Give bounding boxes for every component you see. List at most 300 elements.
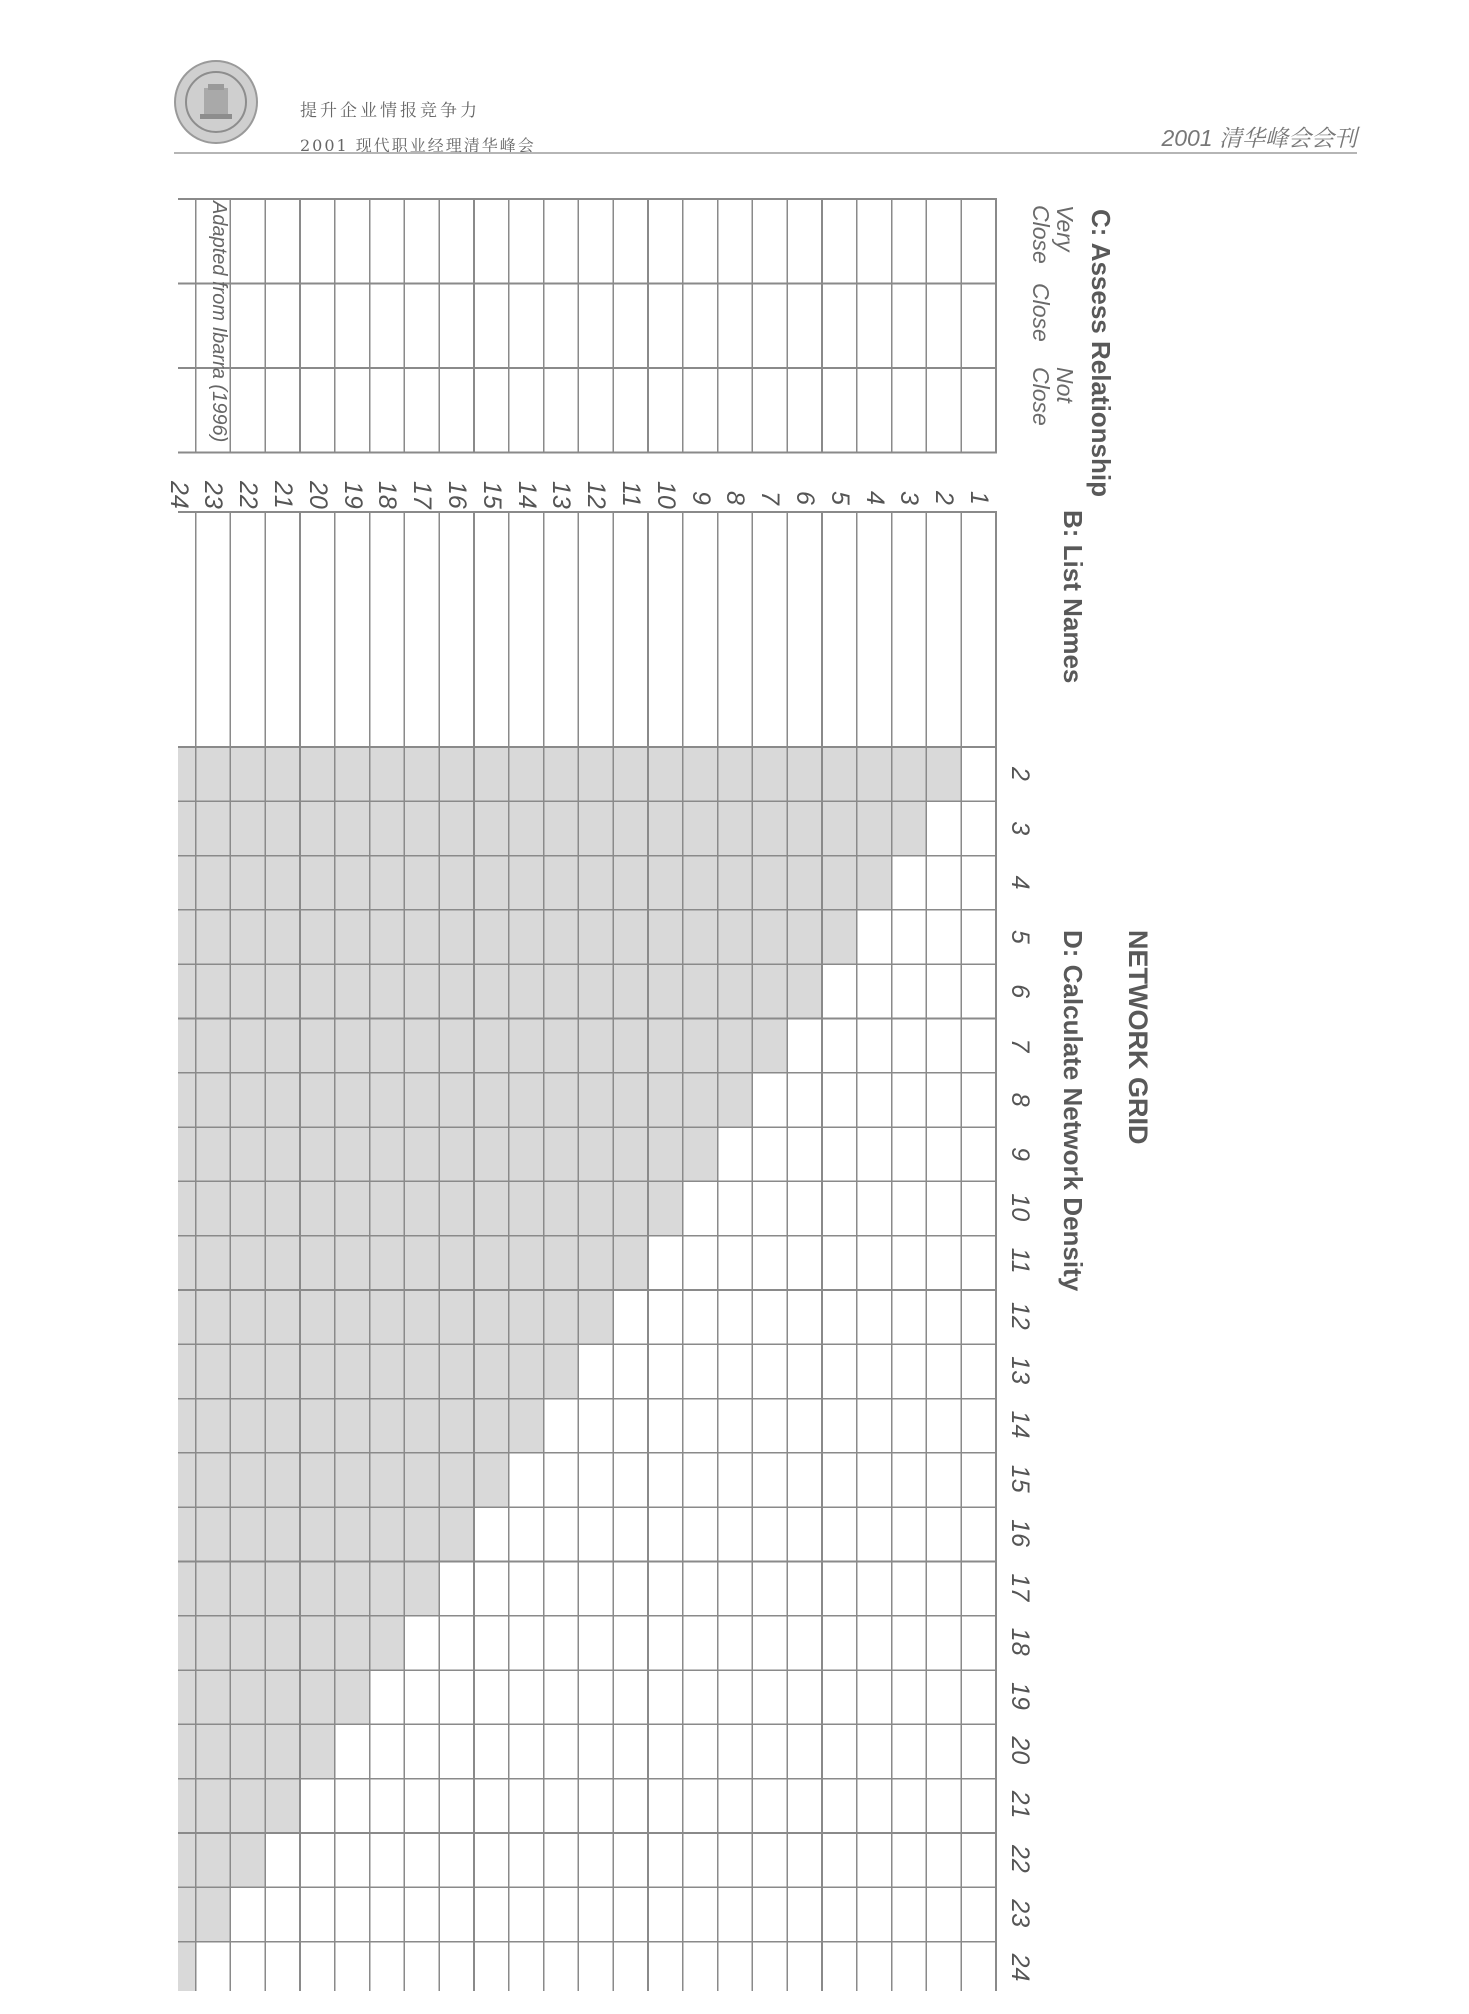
density-cell-shaded <box>230 1290 265 1344</box>
density-cell-shaded <box>196 1670 231 1724</box>
density-cell-shaded <box>178 1181 196 1235</box>
density-cell-shaded <box>300 801 335 855</box>
density-cell <box>578 1453 613 1507</box>
relationship-cell <box>752 368 787 453</box>
density-cell <box>961 1616 996 1670</box>
density-cell-shaded <box>300 1562 335 1616</box>
header-line-1: 提升企业情报竞争力 <box>300 101 480 121</box>
density-cell-shaded <box>335 1236 370 1290</box>
density-cell-shaded <box>265 1127 300 1181</box>
row-number: 6 <box>791 491 819 505</box>
density-cell-shaded <box>509 1019 544 1073</box>
density-cell-shaded <box>335 1507 370 1561</box>
density-cell <box>683 1290 718 1344</box>
row-number: 13 <box>547 481 576 509</box>
relationship-cell <box>178 199 196 284</box>
density-cell <box>961 1507 996 1561</box>
density-cell <box>961 1453 996 1507</box>
density-cell-shaded <box>509 1399 544 1453</box>
density-cell-shaded <box>230 747 265 801</box>
density-cell <box>926 1453 961 1507</box>
relationship-cell <box>718 284 753 369</box>
density-cell-shaded <box>578 856 613 910</box>
density-cell <box>926 1942 961 1991</box>
column-number: 18 <box>1006 1627 1034 1656</box>
density-cell <box>578 1779 613 1833</box>
density-cell-shaded <box>370 1344 405 1398</box>
column-number: 12 <box>1006 1302 1034 1330</box>
density-cell <box>892 1181 927 1235</box>
density-cell <box>648 1942 683 1991</box>
relationship-cell <box>335 368 370 453</box>
density-cell-shaded <box>404 1236 439 1290</box>
density-cell-shaded <box>613 1181 648 1235</box>
density-cell <box>509 1616 544 1670</box>
network-grid-page <box>164 195 1153 1991</box>
density-cell <box>474 1507 509 1561</box>
density-cell-shaded <box>230 964 265 1018</box>
density-cell-shaded <box>265 1616 300 1670</box>
row-number: 5 <box>825 491 854 505</box>
density-cell-shaded <box>300 1616 335 1670</box>
density-cell-shaded <box>787 856 822 910</box>
density-cell <box>718 1344 753 1398</box>
density-cell-shaded <box>578 1181 613 1235</box>
density-cell <box>961 1181 996 1235</box>
density-cell <box>404 1670 439 1724</box>
column-number: 23 <box>1006 1899 1034 1928</box>
column-number: 4 <box>1006 875 1034 890</box>
density-cell <box>926 1290 961 1344</box>
density-cell <box>892 1236 927 1290</box>
density-cell <box>509 1670 544 1724</box>
density-cell-shaded <box>404 1181 439 1235</box>
density-cell <box>544 1399 579 1453</box>
density-cell-shaded <box>370 1181 405 1235</box>
density-cell <box>892 1344 927 1398</box>
density-cell <box>787 1236 822 1290</box>
density-cell <box>822 1616 857 1670</box>
density-cell-shaded <box>578 1290 613 1344</box>
relationship-cell <box>718 199 753 284</box>
density-cell-shaded <box>230 910 265 964</box>
relationship-cell <box>683 199 718 284</box>
density-cell <box>892 1942 927 1991</box>
density-cell <box>718 1181 753 1235</box>
density-cell <box>961 856 996 910</box>
density-cell-shaded <box>300 1507 335 1561</box>
density-cell <box>265 1833 300 1887</box>
density-cell <box>683 1236 718 1290</box>
density-cell <box>787 1399 822 1453</box>
density-cell-shaded <box>404 801 439 855</box>
density-cell <box>683 1399 718 1453</box>
density-cell-shaded <box>370 801 405 855</box>
density-cell-shaded <box>404 1399 439 1453</box>
density-cell <box>544 1942 579 1991</box>
density-cell-shaded <box>300 1127 335 1181</box>
density-cell <box>613 1833 648 1887</box>
column-number: 10 <box>1006 1193 1034 1222</box>
density-cell-shaded <box>335 1453 370 1507</box>
row-number: 17 <box>408 481 437 509</box>
name-cell <box>509 512 544 747</box>
density-cell-shaded <box>509 1290 544 1344</box>
density-cell-shaded <box>404 1453 439 1507</box>
column-number: 2 <box>1006 767 1034 781</box>
density-cell <box>683 1942 718 1991</box>
density-cell-shaded <box>335 1073 370 1127</box>
density-cell <box>544 1507 579 1561</box>
density-cell <box>822 1073 857 1127</box>
density-cell <box>961 1779 996 1833</box>
density-cell-shaded <box>578 964 613 1018</box>
density-cell-shaded <box>265 1073 300 1127</box>
relationship-cell <box>648 199 683 284</box>
density-cell-shaded <box>370 1236 405 1290</box>
density-cell <box>439 1779 474 1833</box>
density-cell-shaded <box>926 747 961 801</box>
density-cell <box>718 1127 753 1181</box>
density-cell-shaded <box>178 1073 196 1127</box>
density-cell-shaded <box>648 856 683 910</box>
density-cell-shaded <box>178 856 196 910</box>
density-cell <box>683 1181 718 1235</box>
row-number: 19 <box>338 481 367 509</box>
relationship-cell <box>439 199 474 284</box>
density-cell <box>961 747 996 801</box>
name-cell <box>370 512 405 747</box>
density-cell-shaded <box>178 910 196 964</box>
density-cell <box>578 1507 613 1561</box>
density-cell <box>892 1019 927 1073</box>
density-cell-shaded <box>439 747 474 801</box>
density-cell-shaded <box>335 964 370 1018</box>
label-close: Close <box>1028 283 1054 342</box>
label-not: Not <box>1052 367 1078 403</box>
density-cell-shaded <box>857 856 892 910</box>
density-cell <box>544 1670 579 1724</box>
density-cell <box>335 1833 370 1887</box>
density-cell <box>961 1942 996 1991</box>
density-cell-shaded <box>648 964 683 1018</box>
relationship-cell <box>857 199 892 284</box>
density-cell-shaded <box>613 910 648 964</box>
density-cell <box>926 1019 961 1073</box>
relationship-cell <box>822 284 857 369</box>
density-cell-shaded <box>404 910 439 964</box>
density-cell <box>822 1236 857 1290</box>
density-cell-shaded <box>370 1616 405 1670</box>
density-cell <box>787 1724 822 1778</box>
name-cell <box>752 512 787 747</box>
name-cell <box>787 512 822 747</box>
relationship-cell <box>857 284 892 369</box>
density-cell <box>718 1942 753 1991</box>
density-cell-shaded <box>752 964 787 1018</box>
row-number: 21 <box>269 481 297 509</box>
name-cell <box>178 512 196 747</box>
density-cell-shaded <box>648 1127 683 1181</box>
relationship-cell <box>439 368 474 453</box>
name-cell <box>926 512 961 747</box>
column-number: 5 <box>1006 929 1034 944</box>
density-cell <box>752 1779 787 1833</box>
density-cell <box>926 1236 961 1290</box>
density-cell-shaded <box>474 1181 509 1235</box>
density-cell <box>648 1616 683 1670</box>
density-cell-shaded <box>178 1724 196 1778</box>
density-cell <box>892 1507 927 1561</box>
density-cell <box>787 1507 822 1561</box>
density-cell-shaded <box>544 747 579 801</box>
density-cell <box>404 1887 439 1941</box>
density-cell <box>683 1507 718 1561</box>
density-cell <box>439 1724 474 1778</box>
density-cell <box>509 1887 544 1941</box>
density-cell <box>578 1562 613 1616</box>
density-cell-shaded <box>752 910 787 964</box>
relationship-cell <box>404 284 439 369</box>
density-cell-shaded <box>370 1399 405 1453</box>
name-cell <box>474 512 509 747</box>
density-cell-shaded <box>474 801 509 855</box>
density-cell-shaded <box>230 1236 265 1290</box>
density-cell-shaded <box>544 1236 579 1290</box>
density-cell-shaded <box>196 1399 231 1453</box>
density-cell-shaded <box>370 1562 405 1616</box>
density-cell <box>787 1019 822 1073</box>
density-cell <box>787 1344 822 1398</box>
column-number: 11 <box>1006 1247 1034 1274</box>
density-cell <box>335 1779 370 1833</box>
relationship-cell <box>544 199 579 284</box>
density-cell-shaded <box>509 856 544 910</box>
density-cell <box>752 1670 787 1724</box>
density-cell-shaded <box>439 856 474 910</box>
density-cell-shaded <box>578 1236 613 1290</box>
density-cell-shaded <box>335 1127 370 1181</box>
density-cell <box>648 1344 683 1398</box>
density-cell-shaded <box>370 1290 405 1344</box>
density-cell-shaded <box>265 1399 300 1453</box>
column-number: 17 <box>1006 1573 1034 1602</box>
density-cell <box>370 1779 405 1833</box>
density-cell-shaded <box>613 1236 648 1290</box>
density-cell <box>822 1290 857 1344</box>
density-cell-shaded <box>439 1236 474 1290</box>
density-cell-shaded <box>822 856 857 910</box>
density-cell-shaded <box>578 1019 613 1073</box>
density-cell <box>892 1724 927 1778</box>
density-cell-shaded <box>474 747 509 801</box>
density-cell <box>718 1670 753 1724</box>
name-cell <box>300 512 335 747</box>
density-cell <box>787 1453 822 1507</box>
density-cell-shaded <box>230 1453 265 1507</box>
density-cell <box>787 1127 822 1181</box>
row-number: 22 <box>234 481 263 509</box>
density-cell <box>439 1833 474 1887</box>
header-rule <box>174 152 1357 154</box>
density-cell-shaded <box>265 910 300 964</box>
density-cell <box>961 964 996 1018</box>
density-cell <box>718 1507 753 1561</box>
density-cell-shaded <box>300 1073 335 1127</box>
relationship-cell <box>370 368 405 453</box>
density-cell-shaded <box>265 1181 300 1235</box>
emblem-icon <box>176 62 256 142</box>
density-cell-shaded <box>509 910 544 964</box>
density-cell <box>335 1724 370 1778</box>
density-cell <box>474 1616 509 1670</box>
density-cell <box>683 1779 718 1833</box>
density-cell <box>578 1887 613 1941</box>
density-cell <box>300 1779 335 1833</box>
density-cell <box>857 1344 892 1398</box>
name-cell <box>578 512 613 747</box>
relationship-cell <box>683 284 718 369</box>
density-cell <box>474 1670 509 1724</box>
density-cell-shaded <box>718 747 753 801</box>
density-cell <box>230 1887 265 1941</box>
relationship-cell <box>892 284 927 369</box>
density-cell <box>892 1616 927 1670</box>
density-cell <box>474 1833 509 1887</box>
density-cell-shaded <box>404 856 439 910</box>
density-cell <box>787 1181 822 1235</box>
density-cell <box>752 1507 787 1561</box>
density-cell <box>752 1453 787 1507</box>
density-cell-shaded <box>509 1181 544 1235</box>
density-cell-shaded <box>718 1073 753 1127</box>
density-cell-shaded <box>892 801 927 855</box>
density-cell-shaded <box>230 1127 265 1181</box>
relationship-cell <box>926 368 961 453</box>
density-cell <box>300 1833 335 1887</box>
density-cell <box>752 1616 787 1670</box>
relationship-cell <box>265 284 300 369</box>
density-cell <box>892 1453 927 1507</box>
density-cell <box>961 1019 996 1073</box>
density-cell-shaded <box>544 801 579 855</box>
density-cell <box>578 1616 613 1670</box>
density-cell-shaded <box>787 747 822 801</box>
density-cell-shaded <box>300 1670 335 1724</box>
density-cell <box>300 1887 335 1941</box>
density-cell-shaded <box>178 1290 196 1344</box>
relationship-cell <box>178 368 196 453</box>
density-cell-shaded <box>265 964 300 1018</box>
density-cell-shaded <box>439 801 474 855</box>
density-cell <box>752 1181 787 1235</box>
density-cell-shaded <box>370 1019 405 1073</box>
density-cell <box>822 1019 857 1073</box>
density-cell-shaded <box>265 1779 300 1833</box>
density-cell <box>857 1887 892 1941</box>
density-cell <box>857 1670 892 1724</box>
density-cell <box>961 1344 996 1398</box>
density-cell-shaded <box>683 856 718 910</box>
density-cell <box>926 1833 961 1887</box>
name-cell <box>404 512 439 747</box>
density-cell-shaded <box>509 801 544 855</box>
density-cell <box>752 1073 787 1127</box>
density-cell-shaded <box>178 1942 196 1991</box>
density-cell-shaded <box>370 1127 405 1181</box>
density-cell-shaded <box>683 1073 718 1127</box>
density-cell <box>718 1290 753 1344</box>
density-cell-shaded <box>857 801 892 855</box>
density-cell <box>613 1942 648 1991</box>
density-cell <box>926 1887 961 1941</box>
density-cell <box>683 1344 718 1398</box>
density-cell-shaded <box>265 1562 300 1616</box>
section-b-title: B: List Names <box>1058 510 1088 684</box>
relationship-cell <box>578 284 613 369</box>
section-c-title: C: Assess Relationship <box>1086 209 1116 498</box>
density-cell <box>648 1507 683 1561</box>
row-number: 24 <box>164 481 193 509</box>
density-cell <box>370 1670 405 1724</box>
density-cell-shaded <box>613 964 648 1018</box>
density-cell-shaded <box>404 1019 439 1073</box>
density-cell-shaded <box>196 1127 231 1181</box>
density-cell-shaded <box>404 1290 439 1344</box>
density-cell <box>439 1616 474 1670</box>
density-cell-shaded <box>648 1073 683 1127</box>
density-cell-shaded <box>178 1833 196 1887</box>
density-cell-shaded <box>230 1562 265 1616</box>
density-cell-shaded <box>196 1833 231 1887</box>
density-cell <box>752 1833 787 1887</box>
density-cell <box>370 1942 405 1991</box>
name-cell <box>822 512 857 747</box>
name-cell <box>857 512 892 747</box>
density-cell <box>892 1779 927 1833</box>
density-cell-shaded <box>178 1236 196 1290</box>
density-cell <box>926 856 961 910</box>
label-very-close: Close <box>1028 205 1054 264</box>
density-cell <box>718 1236 753 1290</box>
density-cell-shaded <box>265 1344 300 1398</box>
density-cell <box>822 1670 857 1724</box>
density-cell <box>787 1670 822 1724</box>
density-cell-shaded <box>300 910 335 964</box>
density-cell <box>926 1127 961 1181</box>
relationship-cell <box>178 284 196 369</box>
density-cell-shaded <box>300 1344 335 1398</box>
density-cell <box>648 1236 683 1290</box>
density-cell-shaded <box>196 1290 231 1344</box>
density-cell-shaded <box>300 1724 335 1778</box>
density-cell-shaded <box>300 964 335 1018</box>
density-cell-shaded <box>178 1399 196 1453</box>
column-number: 15 <box>1006 1464 1034 1493</box>
density-cell <box>892 1073 927 1127</box>
density-cell <box>474 1942 509 1991</box>
density-cell <box>926 964 961 1018</box>
density-cell-shaded <box>474 1073 509 1127</box>
row-number: 16 <box>443 481 471 509</box>
relationship-cell <box>961 199 996 284</box>
density-cell <box>892 1833 927 1887</box>
relationship-cell <box>474 199 509 284</box>
header-right-title: 2001 清华峰会会刊 <box>1161 125 1357 151</box>
density-cell-shaded <box>196 964 231 1018</box>
density-cell <box>961 1887 996 1941</box>
relationship-cell <box>787 199 822 284</box>
